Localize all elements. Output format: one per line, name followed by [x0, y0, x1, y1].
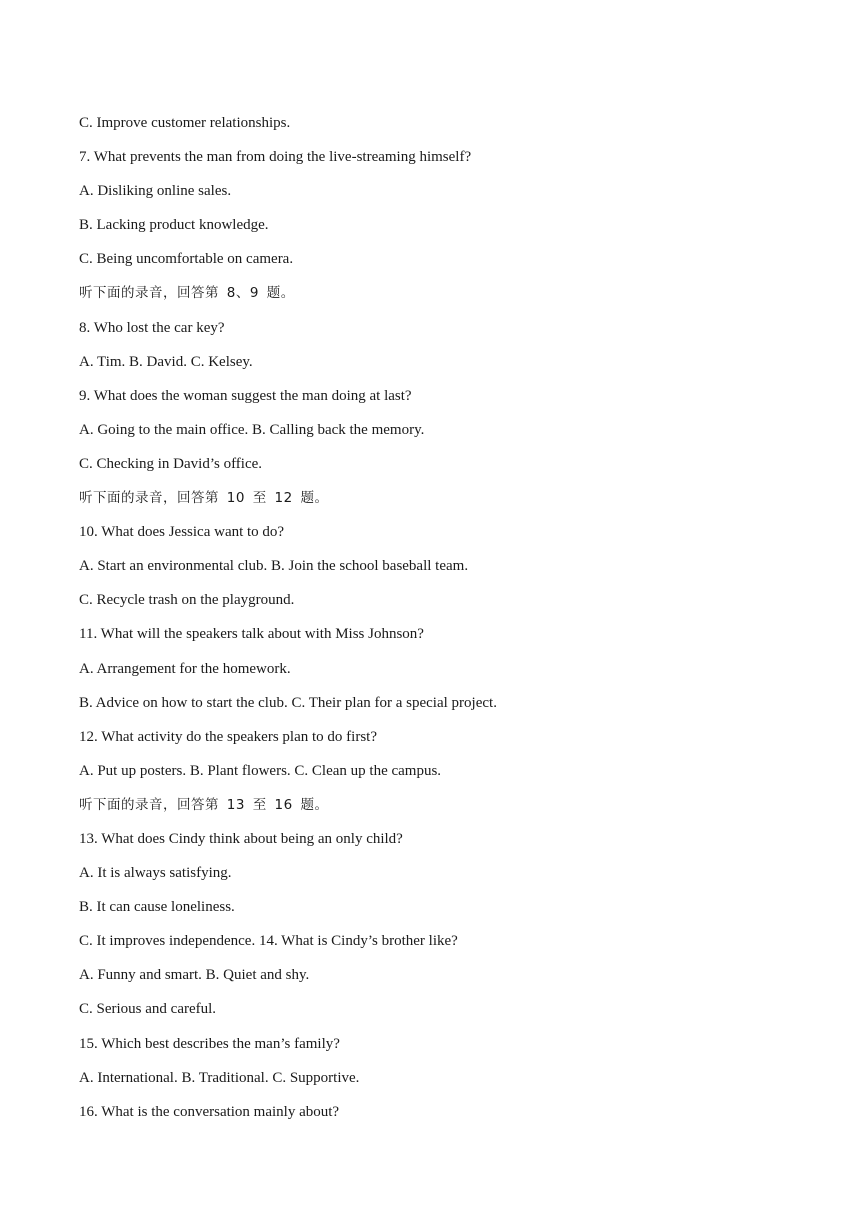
option-line: B. Advice on how to start the club. C. Their plan for a special project. — [79, 694, 497, 711]
option-line: A. Funny and smart. B. Quiet and shy. — [79, 967, 310, 984]
option-line: B. It can cause loneliness. — [79, 899, 235, 916]
question-line: 15. Which best describes the man’s family? — [79, 1035, 340, 1052]
option-line: A. Tim. B. David. C. Kelsey. — [79, 353, 253, 370]
section-instruction: 听下面的录音，回答第 13 至 16 题。 — [79, 796, 329, 813]
section-instruction: 听下面的录音，回答第 8、9 题。 — [79, 285, 295, 302]
option-line: A. Start an environmental club. B. Join the school baseball team. — [79, 558, 469, 575]
option-line: A. International. B. Traditional. C. Supportive. — [79, 1069, 360, 1086]
question-line: 13. What does Cindy think about being an only child? — [79, 830, 403, 847]
question-line: 7. What prevents the man from doing the live-streaming himself? — [79, 149, 472, 166]
question-line: 12. What activity do the speakers plan to do first? — [79, 728, 377, 745]
question-list — [79, 113, 839, 1136]
option-line: A. Disliking online sales. — [79, 183, 232, 200]
question-line: 8. Who lost the car key? — [79, 319, 225, 336]
option-line: C. Being uncomfortable on camera. — [79, 251, 294, 268]
question-line: 9. What does the woman suggest the man doing at last? — [79, 387, 412, 404]
question-line: 10. What does Jessica want to do? — [79, 524, 285, 541]
option-line: B. Lacking product knowledge. — [79, 217, 269, 234]
option-line: C. It improves independence. 14. What is Cindy’s brother like? — [79, 933, 458, 950]
option-line: A. Arrangement for the homework. — [79, 660, 291, 677]
question-line: 11. What will the speakers talk about with Miss Johnson? — [79, 626, 424, 643]
option-line: C. Recycle trash on the playground. — [79, 592, 295, 609]
question-line: 16. What is the conversation mainly about? — [79, 1103, 340, 1120]
option-line: A. Going to the main office. B. Calling back the memory. — [79, 421, 425, 438]
section-instruction: 听下面的录音，回答第 10 至 12 题。 — [79, 490, 329, 507]
option-line: C. Checking in David’s office. — [79, 455, 263, 472]
option-line: C. Improve customer relationships. — [79, 115, 291, 131]
option-line: A. It is always satisfying. — [79, 865, 232, 882]
option-line: C. Serious and careful. — [79, 1001, 217, 1018]
option-line: A. Put up posters. B. Plant flowers. C. Clean up the campus. — [79, 762, 442, 779]
